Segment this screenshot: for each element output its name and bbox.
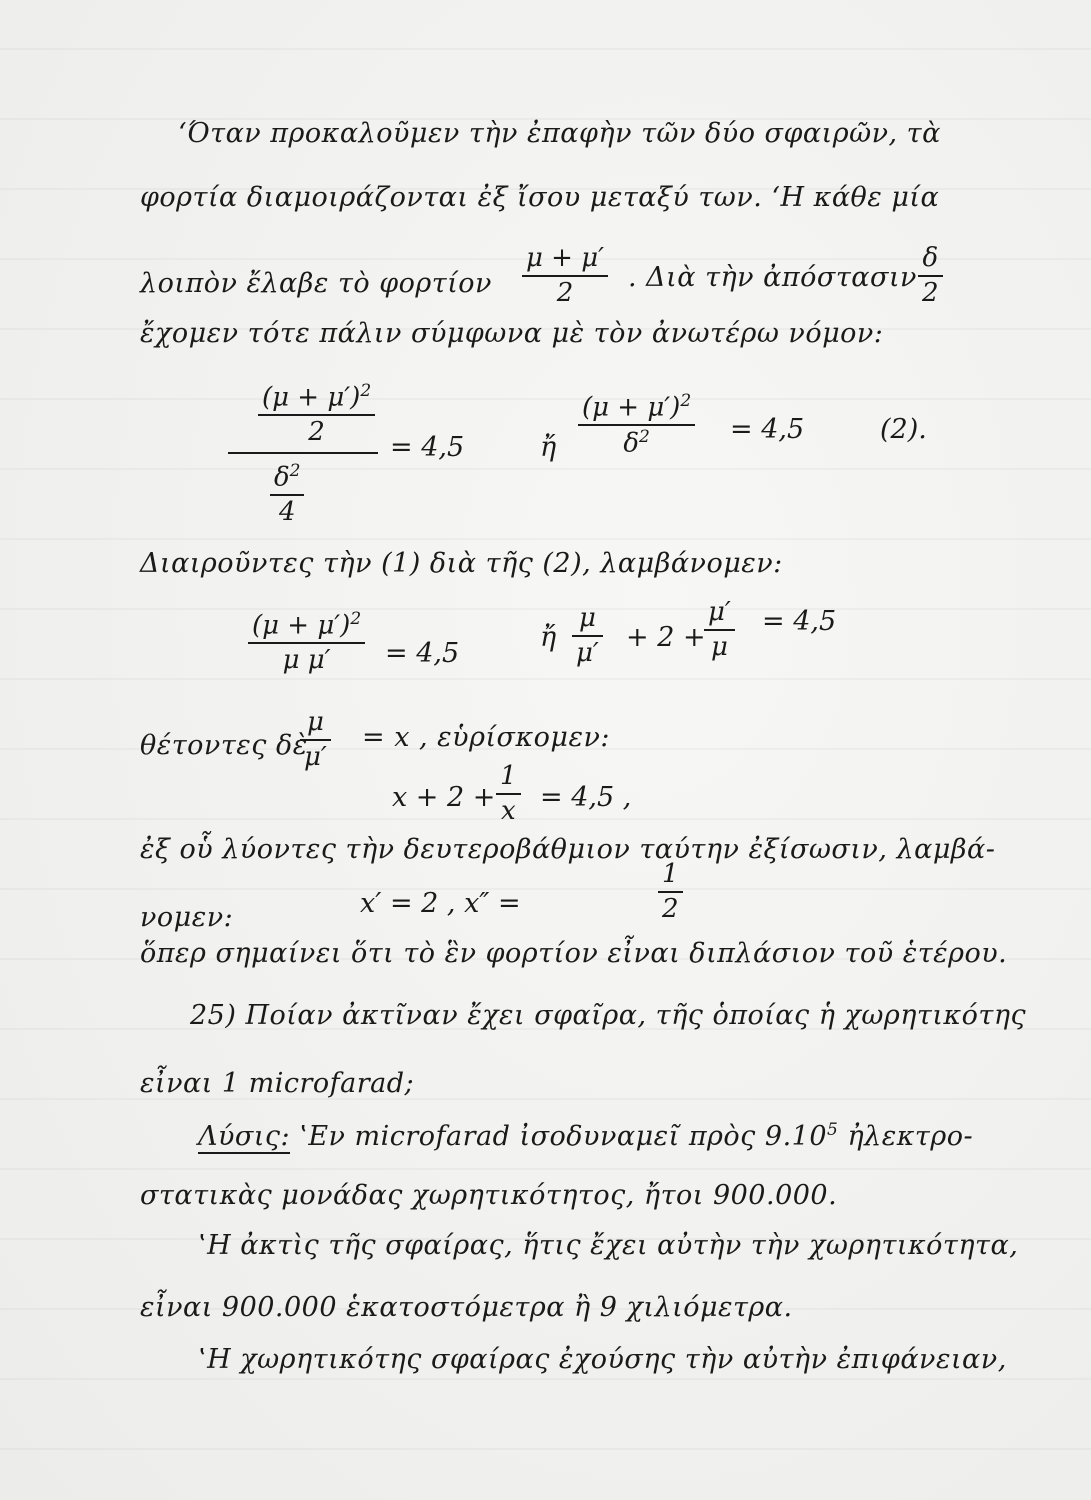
solution-text: ‛Εν microfarad ἰσοδυναμεῖ πρὸς 9.10	[299, 1121, 828, 1152]
text-line-3b: . Διὰ τὴν ἀπόστασιν	[628, 262, 917, 293]
or-word-2: ἤ	[540, 622, 557, 653]
text-line-18: εἶναι 900.000 ἑκατοστόμετρα ἢ 9 χιλιόμετρα.	[140, 1292, 793, 1323]
text-line-11a: νομεν:	[140, 902, 234, 933]
fraction-bar	[248, 642, 365, 644]
eq4-a-numerator: μ	[578, 603, 596, 633]
eq2-numerator: (μ + μ′)	[582, 392, 681, 423]
exponent: 2	[289, 461, 301, 481]
fraction-bar	[704, 629, 735, 631]
eq4-middle: + 2 +	[626, 622, 706, 653]
reciprocal-denominator: x	[500, 795, 516, 826]
text-line-1: ‘Όταν προκαλοῦμεν τὴν ἐπαφὴν τῶν δύο σφαιρῶν, τὰ	[178, 118, 941, 149]
fraction-numerator: δ	[922, 243, 939, 273]
fraction-bar	[578, 424, 695, 426]
text-line-15	[198, 1120, 973, 1152]
fraction-charge-half	[522, 244, 608, 307]
fraction-bar	[300, 739, 331, 741]
half-numerator: 1	[662, 859, 679, 889]
eq2-denominator: δ	[623, 428, 639, 459]
quadratic-left: x + 2 +	[392, 782, 496, 813]
exponent: 2	[360, 381, 372, 401]
fraction-bar	[658, 891, 683, 893]
fraction-bar	[270, 494, 304, 496]
exponent: 2	[638, 427, 650, 448]
text-line-17: ‛Η ἀκτὶς τῆς σφαίρας, ἥτις ἔχει αὐτὴν τὴν χωρητικότητα,	[198, 1230, 1019, 1261]
eq3-fraction	[248, 610, 365, 675]
eq3-denominator: μ μ′	[282, 645, 331, 676]
text-line-8b: = x , εὑρίσκομεν:	[362, 722, 610, 753]
text-line-19: ‛Η χωρητικότης σφαίρας ἐχούσης τὴν αὐτὴν ἐπιφάνειαν,	[198, 1344, 1007, 1375]
eq2-fraction	[578, 392, 695, 459]
text-line-10: ἐξ οὗ λύοντες τὴν δευτεροβάθμιον ταύτην ἐξίσωσιν, λαμβά-	[140, 834, 996, 865]
exponent: 2	[350, 609, 362, 629]
eq1-top-numerator: (μ + μ′)	[262, 382, 361, 413]
eq4-b-numerator: μ′	[708, 597, 731, 627]
main-fraction-bar	[228, 452, 378, 454]
eq4-fraction-b	[704, 598, 735, 661]
text-line-4: ἔχομεν τότε πάλιν σύμφωνα μὲ τὸν ἀνωτέρω νόμον:	[140, 318, 884, 349]
fraction-bar	[918, 275, 943, 277]
text-line-2: φορτία διαμοιράζονται ἐξ ἴσου μεταξύ των. ‘Η κάθε μία	[140, 182, 940, 213]
fraction-distance-half	[918, 244, 943, 307]
eq1-bottom-numerator: δ	[274, 462, 290, 493]
fraction-bar	[572, 635, 603, 637]
substitution-denominator: μ′	[304, 741, 327, 772]
half-denominator: 2	[662, 893, 679, 924]
fraction-bar	[496, 793, 521, 795]
eq1-bottom-denominator: 4	[278, 497, 296, 528]
fraction-numerator: μ + μ′	[526, 243, 605, 273]
eq1-top-denominator: 2	[308, 417, 325, 448]
eq2-rhs: = 4,5	[730, 414, 805, 445]
text-line-6: Διαιροῦντες τὴν (1) διὰ τῆς (2), λαμβάνομεν:	[140, 548, 783, 579]
eq1-top-fraction	[258, 382, 375, 447]
eq2-label: (2).	[880, 414, 927, 445]
text-line-14: εἶναι 1 microfarad;	[140, 1068, 415, 1099]
text-line-16: στατικὰς μονάδας χωρητικότητος, ἤτοι 900.000.	[140, 1180, 838, 1211]
half-fraction	[658, 860, 683, 923]
exponent: 5	[827, 1120, 839, 1140]
eq1-rhs: = 4,5	[390, 432, 465, 463]
solution-heading: Λύσις:	[198, 1121, 291, 1152]
quadratic-right: = 4,5 ,	[540, 782, 632, 813]
eq4-fraction-a	[572, 604, 603, 667]
roots: x′ = 2 , x″ =	[360, 888, 521, 919]
eq4-rhs: = 4,5	[762, 606, 837, 637]
reciprocal-numerator: 1	[500, 761, 517, 791]
text-line-8a: θέτοντες δὲ	[140, 730, 308, 761]
solution-text-end: ἠλεκτρο-	[847, 1121, 974, 1152]
eq1-bottom-fraction	[270, 462, 304, 527]
exponent: 2	[680, 391, 692, 411]
eq3-numerator: (μ + μ′)	[252, 610, 351, 641]
eq3-rhs: = 4,5	[385, 638, 460, 669]
or-word-1: ἤ	[540, 432, 557, 463]
fraction-denominator: 2	[556, 277, 574, 308]
fraction-denominator: 2	[922, 277, 939, 308]
reciprocal-fraction	[496, 762, 521, 825]
text-line-12: ὅπερ σημαίνει ὅτι τὸ ἓν φορτίον εἶναι διπλάσιον τοῦ ἑτέρου.	[140, 938, 1008, 969]
substitution-numerator: μ	[306, 707, 324, 737]
eq4-b-denominator: μ	[710, 631, 728, 662]
fraction-bar	[258, 414, 375, 416]
text-line-13: 25) Ποίαν ἀκτῖναν ἔχει σφαῖρα, τῆς ὁποίας ἡ χωρητικότης	[190, 1000, 1027, 1031]
eq4-a-denominator: μ′	[576, 637, 599, 668]
fraction-bar	[522, 275, 608, 277]
text-line-3a: λοιπὸν ἔλαβε τὸ φορτίον	[140, 268, 492, 299]
substitution-fraction	[300, 708, 331, 771]
